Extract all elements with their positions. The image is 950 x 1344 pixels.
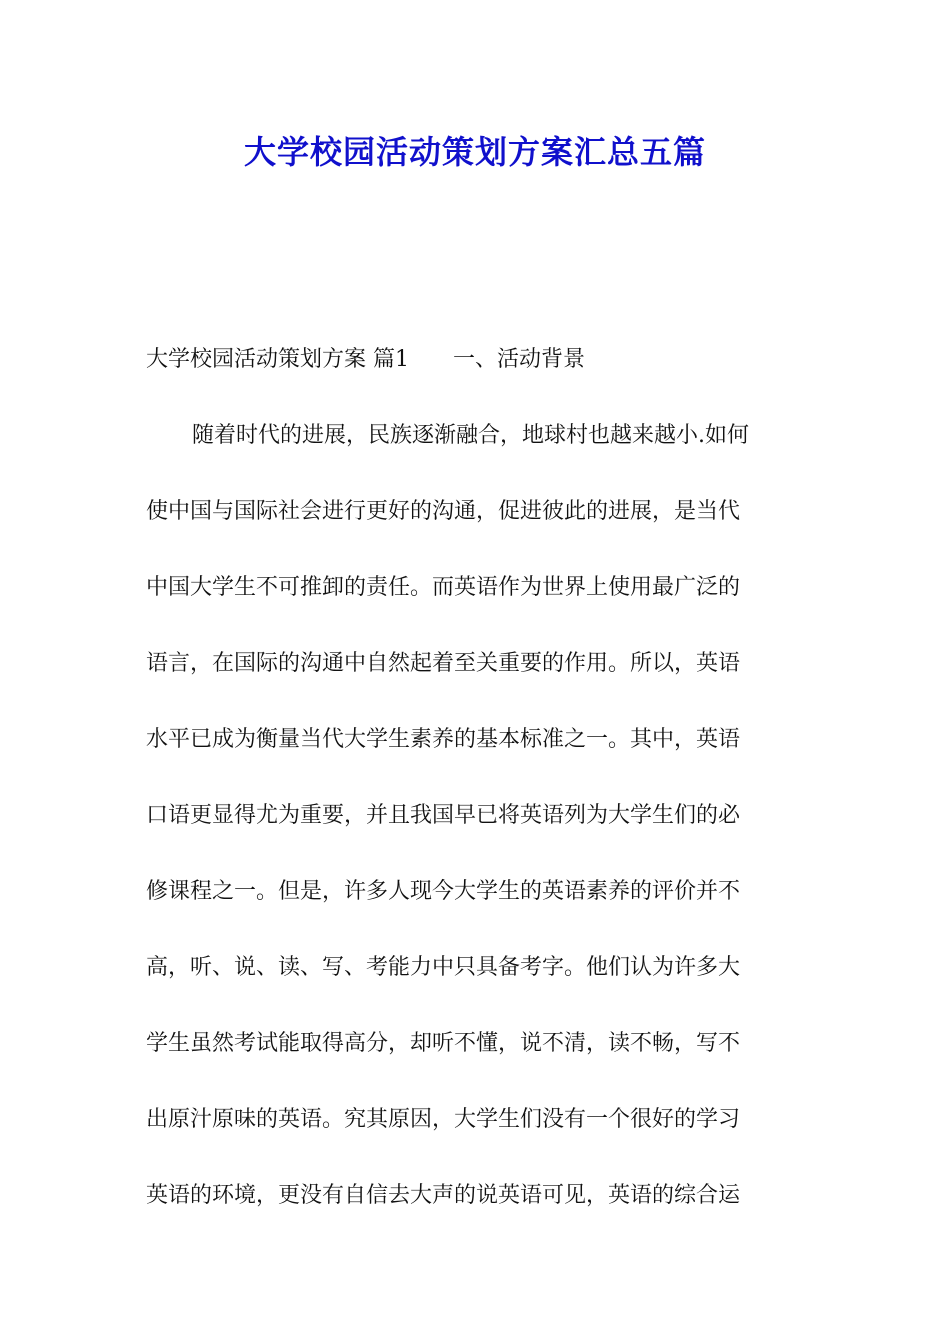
paragraph-line: 高，听、说、读、写、考能力中只具备考字。他们认为许多大 (146, 955, 741, 980)
paragraph-line: 英语的环境，更没有自信去大声的说英语可见，英语的综合运 (146, 1183, 741, 1208)
paragraph-line: 语言，在国际的沟通中自然起着至关重要的作用。所以，英语 (146, 651, 741, 676)
section-heading (146, 343, 826, 377)
paragraph-line: 修课程之一。但是，许多人现今大学生的英语素养的评价并不 (146, 879, 741, 904)
paragraph-line: 出原汁原味的英语。究其原因，大学生们没有一个很好的学习 (146, 1107, 741, 1132)
paragraph-line: 口语更显得尤为重要，并且我国早已将英语列为大学生们的必 (146, 803, 741, 828)
document-title: 大学校园活动策划方案汇总五篇 (243, 133, 706, 171)
section-heading-label: 大学校园活动策划方案 篇1 (146, 347, 409, 372)
section-subheading: 一、活动背景 (453, 347, 586, 372)
paragraph-line: 水平已成为衡量当代大学生素养的基本标准之一。其中，英语 (146, 727, 741, 752)
paragraph-line: 中国大学生不可推卸的责任。而英语作为世界上使用最广泛的 (146, 575, 741, 600)
paragraph-line: 使中国与国际社会进行更好的沟通，促进彼此的进展，是当代 (146, 499, 741, 524)
body-paragraph (146, 414, 806, 1250)
paragraph-line: 学生虽然考试能取得高分，却听不懂，说不清，读不畅，写不 (146, 1031, 741, 1056)
paragraph-line: 随着时代的进展，民族逐渐融合，地球村也越来越小.如何 (192, 423, 749, 448)
